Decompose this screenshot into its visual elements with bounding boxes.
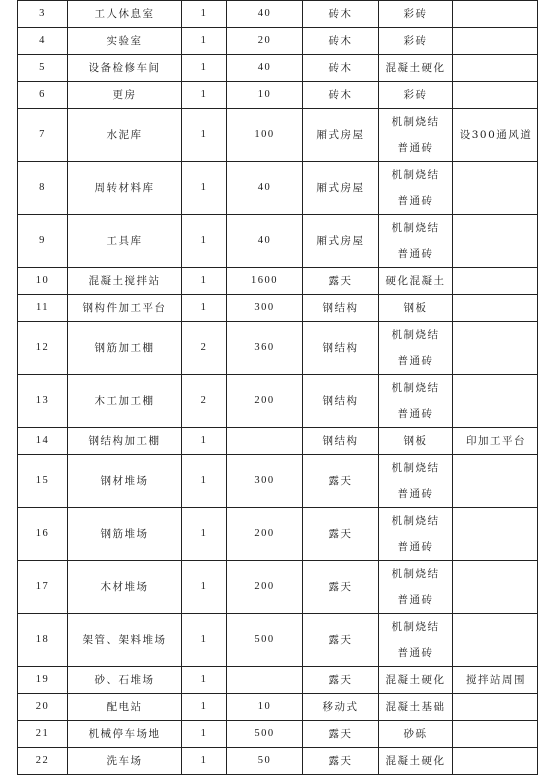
cell-no: 4 bbox=[18, 28, 68, 55]
cell-structure: 钢结构 bbox=[303, 295, 379, 322]
cell-name: 设备检修车间 bbox=[68, 55, 182, 82]
cell-no: 5 bbox=[18, 55, 68, 82]
cell-area: 10 bbox=[227, 694, 303, 721]
cell-note bbox=[453, 667, 538, 694]
cell-no: 8 bbox=[18, 162, 68, 215]
cell-name: 钢材堆场 bbox=[68, 455, 182, 508]
cell-qty: 1 bbox=[182, 428, 227, 455]
cell-structure: 露天 bbox=[303, 508, 379, 561]
cell-no: 16 bbox=[18, 508, 68, 561]
cell-note bbox=[453, 508, 538, 561]
cell-name: 实验室 bbox=[68, 28, 182, 55]
cell-note bbox=[453, 322, 538, 375]
table-row bbox=[18, 162, 538, 215]
cell-floor-text: 机制烧结普通砖 bbox=[391, 222, 440, 260]
cell-area: 200 bbox=[227, 508, 303, 561]
cell-floor-text: 机制烧结普通砖 bbox=[391, 329, 440, 367]
cell-floor-text: 机制烧结普通砖 bbox=[391, 462, 440, 500]
cell-note bbox=[453, 375, 538, 428]
cell-note-text bbox=[494, 35, 496, 47]
cell-floor: 混凝土硬化 bbox=[379, 667, 453, 694]
cell-note-text bbox=[494, 302, 496, 314]
cell-no: 19 bbox=[18, 667, 68, 694]
cell-qty: 2 bbox=[182, 375, 227, 428]
table-row bbox=[18, 82, 538, 109]
cell-note bbox=[453, 721, 538, 748]
cell-structure: 露天 bbox=[303, 561, 379, 614]
cell-note-text bbox=[494, 8, 496, 20]
cell-note bbox=[453, 268, 538, 295]
table-row bbox=[18, 109, 538, 162]
cell-name: 工人休息室 bbox=[68, 1, 182, 28]
cell-note bbox=[453, 295, 538, 322]
cell-area bbox=[227, 428, 303, 455]
cell-floor: 混凝土基础 bbox=[379, 694, 453, 721]
cell-structure: 砖木 bbox=[303, 28, 379, 55]
cell-note-text bbox=[494, 89, 496, 101]
cell-floor bbox=[379, 561, 453, 614]
cell-area bbox=[227, 667, 303, 694]
table-row bbox=[18, 215, 538, 268]
table-row bbox=[18, 561, 538, 614]
cell-structure: 厢式房屋 bbox=[303, 109, 379, 162]
cell-no: 3 bbox=[18, 1, 68, 28]
cell-structure: 砖木 bbox=[303, 55, 379, 82]
cell-floor-text: 机制烧结普通砖 bbox=[391, 621, 440, 659]
cell-note-text bbox=[494, 342, 496, 354]
cell-name: 周转材料库 bbox=[68, 162, 182, 215]
cell-area: 40 bbox=[227, 1, 303, 28]
cell-no: 18 bbox=[18, 614, 68, 667]
cell-name: 混凝土搅拌站 bbox=[68, 268, 182, 295]
cell-note bbox=[453, 28, 538, 55]
cell-structure: 砖木 bbox=[303, 82, 379, 109]
cell-area: 1600 bbox=[227, 268, 303, 295]
cell-no: 17 bbox=[18, 561, 68, 614]
cell-area: 200 bbox=[227, 375, 303, 428]
table-row bbox=[18, 1, 538, 28]
cell-floor bbox=[379, 215, 453, 268]
cell-qty: 1 bbox=[182, 721, 227, 748]
cell-structure: 移动式 bbox=[303, 694, 379, 721]
table-row bbox=[18, 614, 538, 667]
cell-qty: 1 bbox=[182, 694, 227, 721]
cell-floor bbox=[379, 455, 453, 508]
cell-structure: 砖木 bbox=[303, 1, 379, 28]
cell-area: 40 bbox=[227, 162, 303, 215]
cell-qty: 1 bbox=[182, 162, 227, 215]
cell-structure: 厢式房屋 bbox=[303, 215, 379, 268]
cell-note-text bbox=[494, 235, 496, 247]
cell-no: 11 bbox=[18, 295, 68, 322]
cell-structure: 钢结构 bbox=[303, 322, 379, 375]
cell-note bbox=[453, 1, 538, 28]
table-row bbox=[18, 694, 538, 721]
table-row bbox=[18, 748, 538, 775]
table-row bbox=[18, 268, 538, 295]
cell-no: 13 bbox=[18, 375, 68, 428]
cell-structure: 露天 bbox=[303, 455, 379, 508]
cell-note-text bbox=[494, 182, 496, 194]
cell-note-text: 搅拌站周围 bbox=[466, 674, 526, 686]
cell-note-text bbox=[494, 528, 496, 540]
cell-structure: 露天 bbox=[303, 268, 379, 295]
facilities-table bbox=[17, 0, 538, 775]
cell-note bbox=[453, 215, 538, 268]
cell-qty: 1 bbox=[182, 295, 227, 322]
cell-note bbox=[453, 162, 538, 215]
cell-floor: 钢板 bbox=[379, 428, 453, 455]
cell-structure: 钢结构 bbox=[303, 428, 379, 455]
cell-no: 12 bbox=[18, 322, 68, 375]
cell-note-text bbox=[494, 581, 496, 593]
table-row bbox=[18, 455, 538, 508]
cell-floor bbox=[379, 162, 453, 215]
cell-name: 配电站 bbox=[68, 694, 182, 721]
table-row bbox=[18, 295, 538, 322]
cell-no: 20 bbox=[18, 694, 68, 721]
cell-floor: 混凝土硬化 bbox=[379, 748, 453, 775]
cell-floor bbox=[379, 109, 453, 162]
cell-note bbox=[453, 428, 538, 455]
cell-area: 50 bbox=[227, 748, 303, 775]
cell-qty: 1 bbox=[182, 667, 227, 694]
cell-floor-text: 机制烧结普通砖 bbox=[391, 568, 440, 606]
cell-note-text bbox=[494, 634, 496, 646]
cell-no: 10 bbox=[18, 268, 68, 295]
cell-floor-text: 机制烧结普通砖 bbox=[391, 515, 440, 553]
cell-note bbox=[453, 694, 538, 721]
cell-qty: 1 bbox=[182, 508, 227, 561]
cell-floor-text: 机制烧结普通砖 bbox=[391, 116, 440, 154]
cell-note bbox=[453, 455, 538, 508]
cell-name: 木材堆场 bbox=[68, 561, 182, 614]
cell-note-text bbox=[494, 728, 496, 740]
cell-note bbox=[453, 561, 538, 614]
cell-area: 500 bbox=[227, 614, 303, 667]
cell-floor bbox=[379, 322, 453, 375]
cell-note bbox=[453, 55, 538, 82]
cell-qty: 2 bbox=[182, 322, 227, 375]
cell-qty: 1 bbox=[182, 614, 227, 667]
cell-structure: 露天 bbox=[303, 748, 379, 775]
cell-qty: 1 bbox=[182, 28, 227, 55]
cell-floor: 混凝土硬化 bbox=[379, 55, 453, 82]
table-body bbox=[18, 1, 538, 775]
cell-area: 100 bbox=[227, 109, 303, 162]
cell-note bbox=[453, 82, 538, 109]
cell-name: 钢筋加工棚 bbox=[68, 322, 182, 375]
cell-name: 砂、石堆场 bbox=[68, 667, 182, 694]
cell-note bbox=[453, 614, 538, 667]
cell-floor bbox=[379, 375, 453, 428]
cell-area: 40 bbox=[227, 215, 303, 268]
table-row bbox=[18, 428, 538, 455]
cell-area: 360 bbox=[227, 322, 303, 375]
cell-floor bbox=[379, 508, 453, 561]
cell-note-text bbox=[494, 475, 496, 487]
cell-name: 更房 bbox=[68, 82, 182, 109]
cell-no: 15 bbox=[18, 455, 68, 508]
cell-note-text: 印加工平台 bbox=[466, 435, 526, 447]
cell-qty: 1 bbox=[182, 215, 227, 268]
cell-qty: 1 bbox=[182, 55, 227, 82]
cell-area: 20 bbox=[227, 28, 303, 55]
cell-area: 10 bbox=[227, 82, 303, 109]
table-row bbox=[18, 721, 538, 748]
table-row bbox=[18, 28, 538, 55]
cell-name: 洗车场 bbox=[68, 748, 182, 775]
cell-name: 钢结构加工棚 bbox=[68, 428, 182, 455]
cell-qty: 1 bbox=[182, 82, 227, 109]
cell-qty: 1 bbox=[182, 561, 227, 614]
table-row bbox=[18, 667, 538, 694]
table-row bbox=[18, 55, 538, 82]
cell-no: 9 bbox=[18, 215, 68, 268]
cell-name: 水泥库 bbox=[68, 109, 182, 162]
cell-note bbox=[453, 109, 538, 162]
cell-name: 工具库 bbox=[68, 215, 182, 268]
cell-note-text: 设300通风道 bbox=[459, 129, 533, 141]
cell-structure: 厢式房屋 bbox=[303, 162, 379, 215]
cell-floor: 彩砖 bbox=[379, 82, 453, 109]
cell-area: 40 bbox=[227, 55, 303, 82]
cell-floor: 砂砾 bbox=[379, 721, 453, 748]
cell-area: 300 bbox=[227, 455, 303, 508]
cell-note-text bbox=[494, 755, 496, 767]
cell-floor-text: 机制烧结普通砖 bbox=[391, 169, 440, 207]
cell-name: 机械停车场地 bbox=[68, 721, 182, 748]
cell-qty: 1 bbox=[182, 1, 227, 28]
cell-area: 500 bbox=[227, 721, 303, 748]
cell-note-text bbox=[494, 395, 496, 407]
cell-structure: 露天 bbox=[303, 667, 379, 694]
cell-name: 钢筋堆场 bbox=[68, 508, 182, 561]
cell-no: 22 bbox=[18, 748, 68, 775]
cell-floor bbox=[379, 614, 453, 667]
cell-floor: 钢板 bbox=[379, 295, 453, 322]
table-row bbox=[18, 375, 538, 428]
table-row bbox=[18, 322, 538, 375]
cell-qty: 1 bbox=[182, 109, 227, 162]
cell-structure: 露天 bbox=[303, 614, 379, 667]
cell-no: 6 bbox=[18, 82, 68, 109]
cell-floor: 硬化混凝土 bbox=[379, 268, 453, 295]
cell-floor-text: 机制烧结普通砖 bbox=[391, 382, 440, 420]
cell-area: 300 bbox=[227, 295, 303, 322]
cell-floor: 彩砖 bbox=[379, 1, 453, 28]
cell-no: 7 bbox=[18, 109, 68, 162]
cell-name: 架管、架料堆场 bbox=[68, 614, 182, 667]
cell-note bbox=[453, 748, 538, 775]
cell-note-text bbox=[494, 275, 496, 287]
cell-note-text bbox=[494, 701, 496, 713]
cell-floor: 彩砖 bbox=[379, 28, 453, 55]
table-row bbox=[18, 508, 538, 561]
cell-qty: 1 bbox=[182, 268, 227, 295]
cell-name: 木工加工棚 bbox=[68, 375, 182, 428]
cell-structure: 露天 bbox=[303, 721, 379, 748]
cell-area: 200 bbox=[227, 561, 303, 614]
cell-qty: 1 bbox=[182, 455, 227, 508]
cell-note-text bbox=[494, 62, 496, 74]
cell-qty: 1 bbox=[182, 748, 227, 775]
cell-name: 钢构件加工平台 bbox=[68, 295, 182, 322]
cell-structure: 钢结构 bbox=[303, 375, 379, 428]
cell-no: 21 bbox=[18, 721, 68, 748]
cell-no: 14 bbox=[18, 428, 68, 455]
